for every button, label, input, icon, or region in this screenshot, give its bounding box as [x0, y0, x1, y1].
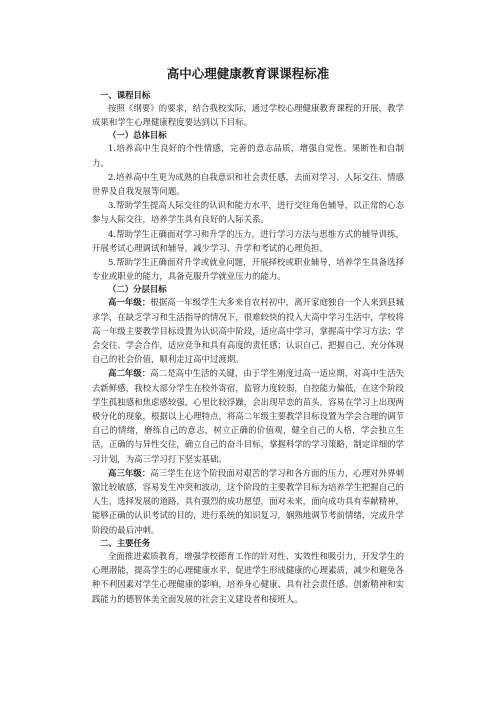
grade1-text: 根据高一年级学生大多来自农村初中，离开家庭独自一个人来到县城求学，在缺乏学习和生活指导的情况下，很难较快的投入大高中学习生活中，学校将高一年级主要教学目标设置为认识高中阶段，适应高中学习，掌握高中学习方法；学会交往、学会合作，适应竞争和具有高度的责任感；认识自己、把握自己，充分体现自己的社会价值，顺利走过高中过渡期。 — [92, 297, 405, 365]
grade1-label: 高一年级： — [108, 297, 151, 308]
goal-item: 2.培养高中生更为成熟的自我意识和社会责任感，去面对学习、人际交往、情感世界及自我发展等问题。 — [92, 171, 404, 197]
grade2-label: 高二年级： — [108, 368, 151, 379]
grade3-label: 高三年级： — [108, 467, 151, 478]
section-heading-tasks: 二、主要任务 — [100, 537, 151, 548]
goal-item: 3.帮助学生提高人际交往的认识和能力水平，进行交往角色辅导，以正常的心态参与人际交往，培养学生具有良好的人际关系。 — [92, 200, 404, 225]
section-heading-goals: 一、课程目标 — [100, 90, 151, 100]
grade2-text: 高二是高中生活的关键，由于学生刚度过高一适应期，对高中生活失去新鲜感，我校大部分学生在校外寄宿，监管力度较弱，自控能力偏低，在这个阶段学生孤独感和焦虑感较强，心里比较浮躁，会出现早恋的苗头，容易在学习上出现两极分化的现象，根据以上心理特点，将高二年级主要教学目标设置为学会合理的调节自己的情绪，磨练自己的意志，树立正确的价值观，健全自己的人格，学会独立生活，正确的与异性交往，确立自己的奋斗目标，掌握科学的学习策略，制定详细的学习计划，为高三学习打下坚实基础。 — [92, 368, 405, 464]
grade3-text: 高三学生在这个阶段面对艰苦的学习和各方面的压力，心理对外界刺激比较敏感，容易发生冲突和波动，这个阶段的主要教学目标为培养学生把握自己的人生，选择发展的道路，具有强烈的成功愿望，面对未来，面向成功具有奉献精神，能够正确的认识考试的目的，进行系统的知识复习，娴熟地调节考前情绪，完成升学阶段的最后冲刺。 — [92, 467, 405, 535]
subheading-overall-goals: （一）总体目标 — [108, 130, 167, 141]
document-title: 高中心理健康教育课课程标准 — [166, 66, 330, 81]
grade2-paragraph — [92, 366, 404, 465]
goal-item: 5.帮助学生正确面对升学或就业问题，开展择校或职业辅导，培养学生具备选择专业或职业的能力，具备克服升学就业压力的能力。 — [92, 257, 404, 282]
subheading-tiered-goals: （二）分层目标 — [108, 284, 167, 295]
tasks-paragraph: 全面推进素质教育，增强学校德育工作的针对性、实效性和吸引力，开发学生的心理潜能，提高学生的心理健康水平，促进学生形成健康的心理素质，减少和避免各种不利因素对学生心理健康的影响，培养身心健康、具有社会责任感、创新精神和实践能力的德智体美全面发展的社会主义建设者和接班人。 — [92, 550, 404, 604]
grade1-paragraph — [92, 295, 404, 366]
grade3-paragraph — [92, 466, 404, 537]
section-intro: 按照《纲要》的要求，结合我校实际，通过学校心理健康教育课程的开展，教学成果和学生心理健康程度要达到以下目标。 — [92, 103, 404, 128]
goal-item: 1.培养高中生良好的个性情感，完善的意志品质，增强自觉性、果断性和自制力。 — [92, 143, 404, 168]
goal-item: 4.帮助学生正确面对学习和升学的压力，进行学习方法与思维方式的辅导训练，开展考试心理调试和辅导，减少学习、升学和考试的心理负担。 — [92, 228, 404, 253]
